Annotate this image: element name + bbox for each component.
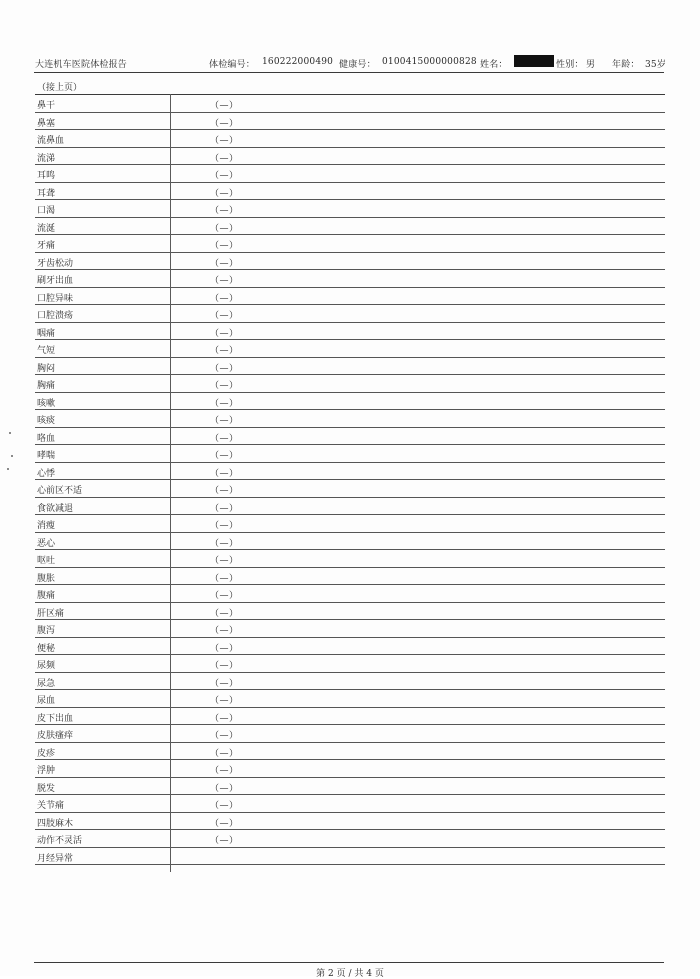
symptom-result: （—）	[210, 328, 239, 339]
symptom-result: （—）	[210, 381, 239, 391]
symptom-result: （—）	[210, 643, 239, 654]
table-row	[35, 830, 665, 848]
symptom-result: （—）	[210, 363, 239, 374]
table-row	[35, 638, 665, 656]
symptom-name: 皮下出血	[37, 713, 74, 724]
table-row	[35, 113, 665, 131]
exam-number-label: 体检编号：	[209, 60, 256, 70]
table-row	[35, 323, 665, 341]
symptom-name: 牙痛	[37, 241, 56, 251]
symptom-name: 尿急	[37, 678, 56, 689]
report-header	[34, 52, 667, 73]
symptom-result: （—）	[210, 223, 239, 234]
symptom-name: 气短	[37, 346, 56, 356]
gender-value: 男	[586, 60, 596, 70]
symptom-result: （—）	[210, 206, 239, 216]
symptom-name: 心前区不适	[37, 486, 83, 496]
table-row	[35, 375, 665, 393]
table-row	[35, 725, 665, 743]
gender-label: 性别：	[556, 60, 584, 70]
table-row	[35, 533, 665, 551]
table-row	[35, 445, 665, 463]
symptom-result: （—）	[210, 661, 239, 671]
table-row	[35, 235, 665, 253]
symptom-result: （—）	[210, 433, 239, 444]
symptom-result: （—）	[210, 293, 239, 304]
table-row	[35, 778, 665, 796]
table-row	[35, 148, 665, 166]
symptom-name: 口腔溃疡	[37, 311, 74, 321]
symptom-name: 流鼻血	[37, 136, 65, 146]
symptom-name: 心悸	[37, 468, 56, 479]
table-row	[35, 673, 665, 691]
symptom-result: （—）	[210, 311, 239, 321]
symptom-result: （—）	[210, 171, 239, 181]
symptom-result: （—）	[210, 608, 239, 619]
symptom-name: 咯血	[37, 433, 56, 444]
table-row	[35, 200, 665, 218]
continued-row	[35, 77, 665, 94]
symptom-table	[35, 94, 665, 865]
health-number-value: 0100415000000828	[382, 57, 477, 67]
table-row	[35, 165, 665, 183]
age-value: 35岁	[645, 60, 667, 70]
table-row	[35, 813, 665, 831]
symptom-name: 胸痛	[37, 381, 56, 391]
table-row	[35, 655, 665, 673]
symptom-name: 流涎	[37, 223, 56, 234]
symptom-result: （—）	[210, 818, 239, 829]
symptom-name: 耳鸣	[37, 171, 56, 181]
symptom-name: 咳嗽	[37, 398, 56, 409]
table-row	[35, 340, 665, 358]
symptom-name: 食欲减退	[37, 503, 74, 514]
symptom-name: 胸闷	[37, 363, 56, 374]
symptom-result: （—）	[210, 468, 239, 479]
symptom-result: （—）	[210, 416, 239, 426]
table-row	[35, 848, 665, 866]
name-label: 姓名：	[480, 60, 508, 70]
symptom-name: 鼻干	[37, 101, 56, 111]
symptom-name: 皮疹	[37, 748, 56, 759]
health-number-label: 健康号：	[339, 60, 376, 70]
symptom-result: （—）	[210, 678, 239, 689]
symptom-result: （—）	[210, 398, 239, 409]
table-row	[35, 253, 665, 271]
table-row	[35, 218, 665, 236]
symptom-name: 流涕	[37, 153, 56, 164]
symptom-name: 恶心	[37, 538, 56, 549]
symptom-name: 关节痛	[37, 801, 65, 811]
symptom-result: （—）	[210, 836, 239, 846]
table-row	[35, 708, 665, 726]
symptom-name: 腹痛	[37, 591, 56, 601]
symptom-result: （—）	[210, 503, 239, 514]
continued-label: （接上页）	[37, 83, 83, 93]
table-row	[35, 393, 665, 411]
symptom-name: 尿频	[37, 661, 56, 671]
symptom-result: （—）	[210, 573, 239, 584]
symptom-name: 浮肿	[37, 766, 56, 776]
symptom-result: （—）	[210, 153, 239, 164]
footer-rule	[34, 962, 664, 963]
symptom-result: （—）	[210, 521, 239, 531]
symptom-result: （—）	[210, 241, 239, 251]
symptom-result: （—）	[210, 748, 239, 759]
exam-number-value: 160222000490	[262, 57, 334, 67]
symptom-result: （—）	[210, 451, 239, 461]
table-row	[35, 480, 665, 498]
symptom-name: 动作不灵活	[37, 836, 83, 846]
table-row	[35, 183, 665, 201]
symptom-name: 四肢麻木	[37, 818, 74, 829]
symptom-result: （—）	[210, 731, 239, 741]
symptom-name: 鼻塞	[37, 118, 56, 129]
symptom-name: 尿血	[37, 696, 56, 706]
symptom-name: 咳痰	[37, 416, 56, 426]
symptom-result: （—）	[210, 766, 239, 776]
symptom-name: 消瘦	[37, 521, 56, 531]
symptom-name: 腹胀	[37, 573, 56, 584]
symptom-result: （—）	[210, 188, 239, 199]
symptom-name: 牙齿松动	[37, 258, 74, 269]
symptom-result: （—）	[210, 713, 239, 724]
symptom-result: （—）	[210, 556, 239, 566]
table-row	[35, 288, 665, 306]
scan-speck	[7, 468, 9, 470]
table-row	[35, 410, 665, 428]
symptom-result: （—）	[210, 276, 239, 286]
table-row	[35, 270, 665, 288]
symptom-name: 腹泻	[37, 626, 56, 636]
age-label: 年龄：	[612, 60, 640, 70]
symptom-name: 肝区痛	[37, 608, 65, 619]
name-redaction-box	[514, 55, 554, 67]
symptom-result: （—）	[210, 136, 239, 146]
table-row	[35, 620, 665, 638]
symptom-result: （—）	[210, 801, 239, 811]
symptom-name: 呕吐	[37, 556, 56, 566]
table-row	[35, 795, 665, 813]
symptom-result: （—）	[210, 118, 239, 129]
symptom-result: （—）	[210, 783, 239, 794]
table-row	[35, 760, 665, 778]
table-row	[35, 515, 665, 533]
page-footer: 第 2 页 / 共 4 页	[316, 969, 384, 979]
table-row	[35, 498, 665, 516]
symptom-name: 哮喘	[37, 451, 56, 461]
hospital-report-title: 大连机车医院体检报告	[35, 60, 128, 70]
symptom-result: （—）	[210, 101, 239, 111]
symptom-name: 皮肤瘙痒	[37, 731, 74, 741]
symptom-name: 口渴	[37, 206, 56, 216]
symptom-name: 咽痛	[37, 328, 56, 339]
table-row	[35, 585, 665, 603]
table-row	[35, 550, 665, 568]
symptom-name: 便秘	[37, 643, 56, 654]
table-row	[35, 428, 665, 446]
table-row	[35, 95, 665, 113]
symptom-result: （—）	[210, 258, 239, 269]
scan-speck	[9, 432, 11, 434]
symptom-result: （—）	[210, 626, 239, 636]
symptom-name: 脱发	[37, 783, 56, 794]
table-row	[35, 690, 665, 708]
symptom-result: （—）	[210, 696, 239, 706]
table-row	[35, 743, 665, 761]
symptom-name: 月经异常	[37, 853, 74, 864]
table-row	[35, 568, 665, 586]
symptom-name: 口腔异味	[37, 293, 74, 304]
table-row	[35, 130, 665, 148]
scan-speck	[11, 455, 13, 457]
symptom-name: 耳聋	[37, 188, 56, 199]
table-row	[35, 463, 665, 481]
table-row	[35, 358, 665, 376]
symptom-result: （—）	[210, 591, 239, 601]
symptom-result: （—）	[210, 486, 239, 496]
symptom-result: （—）	[210, 346, 239, 356]
table-row	[35, 603, 665, 621]
symptom-result: （—）	[210, 538, 239, 549]
column-divider	[170, 94, 171, 872]
table-row	[35, 305, 665, 323]
symptom-name: 刷牙出血	[37, 276, 74, 286]
